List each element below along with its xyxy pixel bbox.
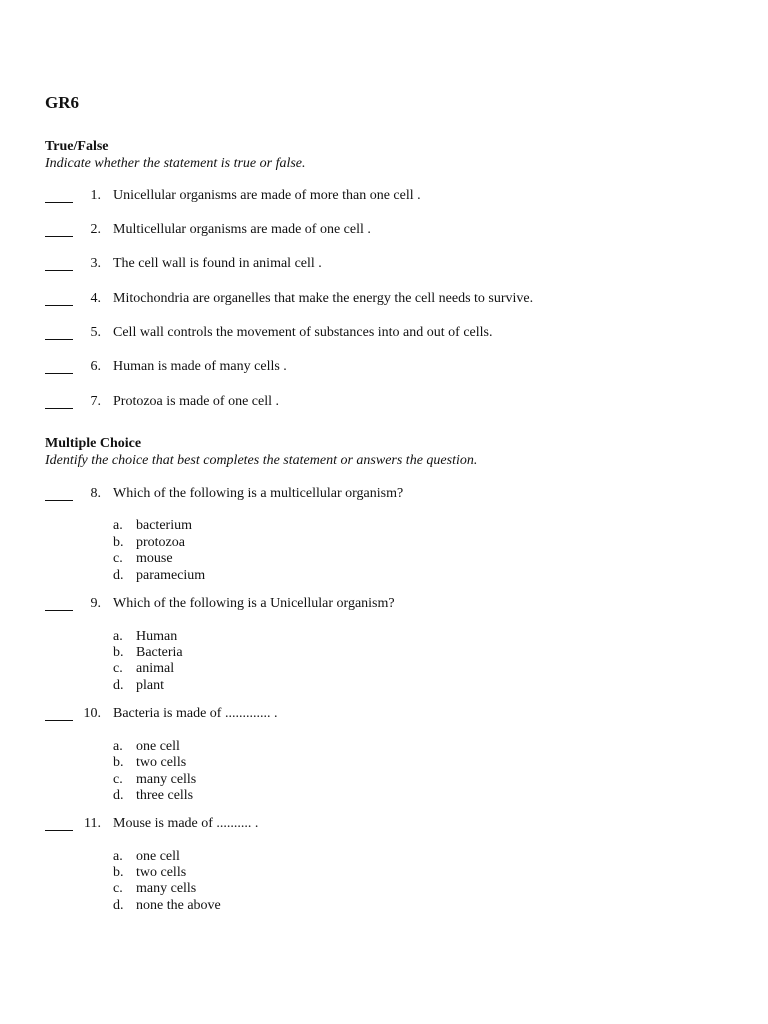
option-letter: d. [113,568,124,583]
option-letter: a. [113,518,123,533]
question-text: Protozoa is made of one cell . [113,394,280,409]
option-text: two cells [136,755,187,770]
question-number: 2. [90,222,101,237]
question-number: 3. [90,256,101,271]
question-text: Human is made of many cells . [113,359,287,374]
question-text: Mouse is made of .......... . [113,816,259,831]
option-letter: a. [113,629,123,644]
answer-blank-1[interactable] [45,202,73,203]
true-false-instruction: Indicate whether the statement is true or false. [45,156,306,171]
option-letter: c. [113,661,123,676]
option-letter: b. [113,865,124,880]
answer-blank-4[interactable] [45,305,73,306]
option-letter: c. [113,881,123,896]
question-number: 4. [90,291,101,306]
option-text: none the above [136,898,221,913]
option-letter: b. [113,645,124,660]
multiple-choice-heading: Multiple Choice [45,436,142,451]
option-text: animal [136,661,175,676]
answer-blank-8[interactable] [45,500,73,501]
option-letter: c. [113,772,123,787]
question-number: 6. [90,359,101,374]
question-number: 8. [90,486,101,501]
option-text: bacterium [136,518,192,533]
answer-blank-5[interactable] [45,339,73,340]
answer-blank-11[interactable] [45,830,73,831]
option-letter: d. [113,678,124,693]
option-text: paramecium [136,568,206,583]
option-letter: b. [113,535,124,550]
option-letter: b. [113,755,124,770]
option-text: many cells [136,881,197,896]
option-letter: c. [113,551,123,566]
option-text: two cells [136,865,187,880]
option-text: many cells [136,772,197,787]
answer-blank-10[interactable] [45,720,73,721]
answer-blank-6[interactable] [45,373,73,374]
option-text: three cells [136,788,194,803]
question-number: 5. [90,325,101,340]
option-text: mouse [136,551,173,566]
option-letter: d. [113,898,124,913]
true-false-heading: True/False [45,139,109,154]
question-number: 9. [90,596,101,611]
answer-blank-7[interactable] [45,408,73,409]
answer-blank-2[interactable] [45,236,73,237]
question-text: The cell wall is found in animal cell . [113,256,322,271]
option-text: one cell [136,849,180,864]
question-text: Mitochondria are organelles that make the energy the cell needs to survive. [113,291,534,306]
option-letter: a. [113,739,123,754]
question-text: Unicellular organisms are made of more than one cell . [113,188,421,203]
answer-blank-3[interactable] [45,270,73,271]
question-text: Which of the following is a Unicellular organism? [113,596,395,611]
question-text: Bacteria is made of ............. . [113,706,278,721]
option-text: Human [136,629,178,644]
option-text: protozoa [136,535,185,550]
option-letter: a. [113,849,123,864]
answer-blank-9[interactable] [45,610,73,611]
question-number: 10. [83,706,101,721]
multiple-choice-instruction: Identify the choice that best completes the statement or answers the question. [45,453,478,468]
question-text: Multicellular organisms are made of one cell . [113,222,371,237]
question-text: Which of the following is a multicellular organism? [113,486,404,501]
option-letter: d. [113,788,124,803]
question-number: 7. [90,394,101,409]
question-number: 1. [90,188,101,203]
page-title: GR6 [45,93,79,112]
option-text: one cell [136,739,180,754]
question-number: 11. [84,816,101,831]
option-text: Bacteria [136,645,183,660]
option-text: plant [136,678,164,693]
question-text: Cell wall controls the movement of substances into and out of cells. [113,325,493,340]
